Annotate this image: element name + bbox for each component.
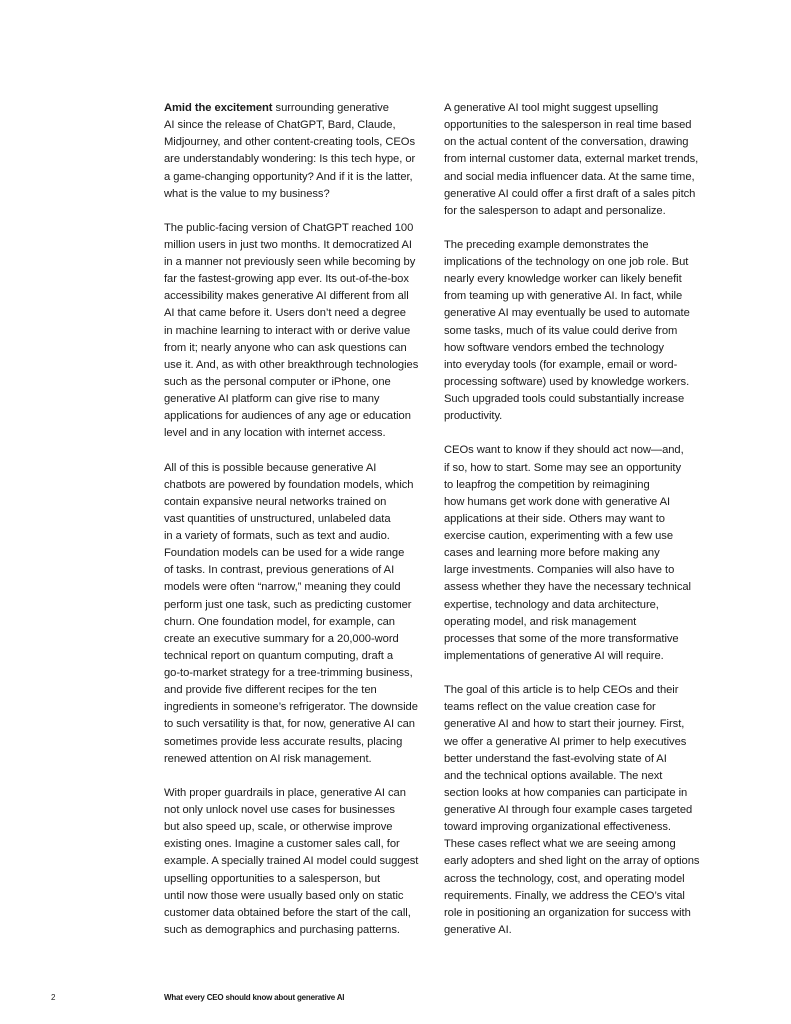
text-line: we offer a generative AI primer to help executives: [444, 735, 687, 748]
text-line: level and in any location with internet access.: [164, 427, 386, 440]
text-line: million users in just two months. It democratized AI: [164, 238, 412, 251]
text-line: and provide five different recipes for the ten: [164, 684, 377, 697]
text-line: The public-facing version of ChatGPT reached 100: [164, 221, 414, 234]
text-line: into everyday tools (for example, email or word-: [444, 358, 678, 371]
paragraph: [444, 442, 712, 665]
text-line: implications of the technology on one job role. But: [444, 256, 689, 269]
text-line: not only unlock novel use cases for businesses: [164, 804, 395, 817]
paragraph: [164, 100, 432, 203]
text-line: in a manner not previously seen while becoming by: [164, 256, 416, 269]
text-line: what is the value to my business?: [164, 187, 330, 200]
lead-in-text: Amid the excitement: [164, 102, 273, 114]
text-line: teams reflect on the value creation case for: [444, 701, 656, 714]
text-line: upselling opportunities to a salesperson, but: [164, 872, 381, 885]
text-line: requirements. Finally, we address the CEO’s vital: [444, 889, 685, 902]
text-line: chatbots are powered by foundation models, which: [164, 478, 414, 491]
text-line: Such upgraded tools could substantially increase: [444, 393, 685, 406]
text-line: across the technology, cost, and operating model: [444, 872, 685, 885]
text-line: create an executive summary for a 20,000-word: [164, 632, 399, 645]
text-line: generative AI platform can give rise to many: [164, 393, 380, 406]
text-line: how humans get work done with generative AI: [444, 495, 671, 508]
text-line: for the salesperson to adapt and personalize.: [444, 204, 666, 217]
text-line: to leapfrog the competition by reimagining: [444, 478, 650, 491]
text-line: productivity.: [444, 410, 503, 423]
footer-title: What every CEO should know about generative AI: [164, 993, 345, 1002]
text-line: CEOs want to know if they should act now—and,: [444, 444, 684, 457]
text-line: are understandably wondering: Is this tech hype, or: [164, 153, 416, 166]
paragraph: [164, 460, 432, 768]
text-line: nearly every knowledge worker can likely benefit: [444, 273, 682, 286]
paragraph: [164, 220, 432, 443]
text-line: some tasks, much of its value could derive from: [444, 324, 678, 337]
text-line: role in positioning an organization for success with: [444, 906, 691, 919]
text-line: accessibility makes generative AI different from all: [164, 290, 409, 303]
text-line: better understand the fast-evolving state of AI: [444, 752, 667, 765]
text-line: opportunities to the salesperson in real time based: [444, 119, 692, 132]
text-line: in a variety of formats, such as text and audio.: [164, 530, 390, 543]
text-line: generative AI could offer a first draft of a sales pitch: [444, 187, 696, 200]
text-line: from teaming up with generative AI. In fact, while: [444, 290, 683, 303]
text-line: perform just one task, such as predicting customer: [164, 598, 412, 611]
article-right-column: [444, 100, 712, 956]
text-line: processing software) used by knowledge workers.: [444, 375, 690, 388]
text-line: of tasks. In contrast, previous generations of AI: [164, 564, 395, 577]
text-line: These cases reflect what we are seeing among: [444, 838, 676, 851]
text-line: The preceding example demonstrates the: [444, 238, 649, 251]
text-line: AI that came before it. Users don’t need a degree: [164, 307, 406, 320]
text-line: churn. One foundation model, for example, can: [164, 615, 395, 628]
text-line: vast quantities of unstructured, unlabeled data: [164, 512, 391, 525]
text-line: existing ones. Imagine a customer sales call, for: [164, 838, 400, 851]
text-line: if so, how to start. Some may see an opportunity: [444, 461, 682, 474]
text-line: and the technical options available. The next: [444, 769, 663, 782]
text-line: generative AI.: [444, 923, 512, 936]
article-left-column: [164, 100, 432, 956]
paragraph: [444, 100, 712, 220]
text-line: early adopters and shed light on the array of options: [444, 855, 700, 868]
text-line: All of this is possible because generative AI: [164, 461, 377, 474]
text-line: implementations of generative AI will require.: [444, 649, 664, 662]
text-line: large investments. Companies will also have to: [444, 564, 675, 577]
text-line: expertise, technology and data architecture,: [444, 598, 659, 611]
text-line: customer data obtained before the start of the call,: [164, 906, 411, 919]
text-line: assess whether they have the necessary technical: [444, 581, 691, 594]
paragraph: [444, 682, 712, 939]
text-line: operating model, and risk management: [444, 615, 637, 628]
text-line: renewed attention on AI risk management.: [164, 752, 372, 765]
page-number: 2: [51, 993, 56, 1002]
text-line: generative AI through four example cases targeted: [444, 804, 693, 817]
text-line: on the actual content of the conversation, drawing: [444, 136, 689, 149]
text-line: such as demographics and purchasing patterns.: [164, 923, 400, 936]
text-line: AI since the release of ChatGPT, Bard, Claude,: [164, 119, 396, 132]
paragraph: [444, 237, 712, 425]
text-line: A generative AI tool might suggest upselling: [444, 102, 659, 114]
text-line: toward improving organizational effectiveness.: [444, 821, 671, 834]
text-line: generative AI may eventually be used to automate: [444, 307, 690, 320]
text-line: cases and learning more before making any: [444, 547, 660, 560]
text-line: in machine learning to interact with or derive value: [164, 324, 411, 337]
text-line: The goal of this article is to help CEOs and their: [444, 684, 679, 697]
text-line: from internal customer data, external market trends,: [444, 153, 699, 166]
text-line: technical report on quantum computing, draft a: [164, 649, 394, 662]
text-line: and social media influencer data. At the same time,: [444, 170, 695, 183]
text-line: until now those were usually based only on static: [164, 889, 404, 902]
text-line: With proper guardrails in place, generative AI can: [164, 786, 406, 799]
text-line: how software vendors embed the technology: [444, 341, 664, 354]
text-line: such as the personal computer or iPhone, one: [164, 375, 391, 388]
text-line: applications for audiences of any age or education: [164, 410, 411, 423]
text-line: go-to-market strategy for a tree-trimming business,: [164, 667, 413, 680]
text-line: a game-changing opportunity? And if it is the latter,: [164, 170, 413, 183]
text-line: Foundation models can be used for a wide range: [164, 547, 405, 560]
paragraph: [164, 785, 432, 939]
text-line: to such versatility is that, for now, generative AI can: [164, 718, 415, 731]
text-line: but also speed up, scale, or otherwise improve: [164, 821, 393, 834]
text-line: section looks at how companies can participate in: [444, 786, 688, 799]
text-line: Amid the excitement surrounding generative: [164, 102, 389, 114]
text-line: models were often “narrow,” meaning they could: [164, 581, 401, 594]
text-line: ingredients in someone’s refrigerator. The downside: [164, 701, 418, 714]
text-line: contain expansive neural networks trained on: [164, 495, 387, 508]
text-line: far the fastest-growing app ever. Its out-of-the-box: [164, 273, 409, 286]
text-line: applications at their side. Others may want to: [444, 512, 665, 525]
text-line: sometimes provide less accurate results, placing: [164, 735, 403, 748]
text-line: processes that some of the more transformative: [444, 632, 679, 645]
text-line: from it; nearly anyone who can ask questions can: [164, 341, 407, 354]
text-line: Midjourney, and other content-creating tools, CEOs: [164, 136, 416, 149]
text-line: use it. And, as with other breakthrough technologies: [164, 358, 419, 371]
text-line: example. A specially trained AI model could suggest: [164, 855, 419, 868]
text-line: generative AI and how to start their journey. First,: [444, 718, 685, 731]
text-line: exercise caution, experimenting with a few use: [444, 530, 674, 543]
